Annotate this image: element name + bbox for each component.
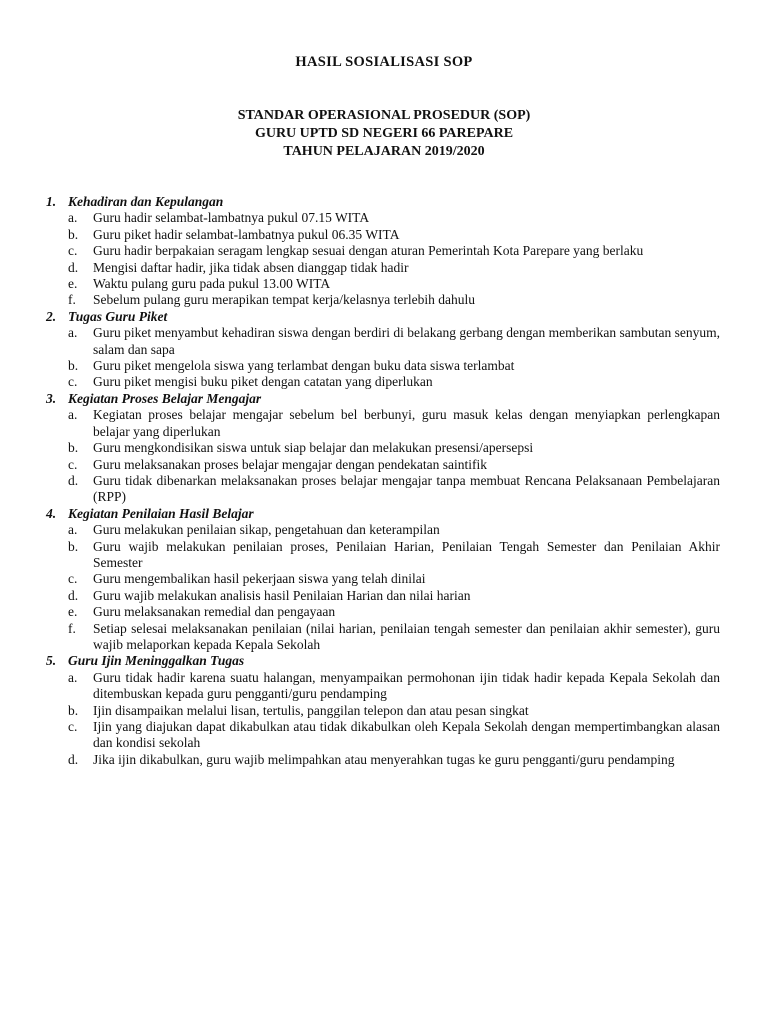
- item-letter: c.: [68, 719, 78, 734]
- item-text: Guru melaksanakan remedial dan pengayaan: [93, 604, 336, 620]
- item-letter: b.: [68, 226, 79, 242]
- section-number: 1.: [46, 194, 57, 209]
- document-subtitle-block: [0, 107, 768, 161]
- item-letter: a.: [68, 210, 78, 226]
- section-heading: [46, 309, 720, 325]
- list-item: [46, 374, 720, 390]
- document-title: HASIL SOSIALISASI SOP: [295, 54, 473, 70]
- item-letter: d.: [68, 259, 79, 275]
- item-letter: c.: [68, 374, 78, 390]
- list-item: [46, 325, 720, 358]
- item-letter: b.: [68, 538, 79, 554]
- section-title: Guru Ijin Meninggalkan Tugas: [68, 653, 245, 669]
- section-title: Kegiatan Proses Belajar Mengajar: [68, 390, 262, 406]
- list-item: [46, 522, 720, 538]
- item-text: Ijin disampaikan melalui lisan, tertulis, panggilan telepon dan atau pesan singkat: [93, 702, 529, 718]
- list-item: [46, 227, 720, 243]
- section-heading: [46, 653, 720, 669]
- subtitle-line: GURU UPTD SD NEGERI 66 PAREPARE: [254, 126, 514, 141]
- item-letter: a.: [68, 669, 78, 685]
- item-letter: a.: [68, 325, 78, 341]
- item-letter: b.: [68, 358, 79, 374]
- section-heading: [46, 506, 720, 522]
- item-letter: f.: [68, 620, 76, 636]
- list-item: [46, 473, 720, 506]
- item-letter: d.: [68, 472, 79, 488]
- item-text: Guru tidak dibenarkan melaksanakan proses belajar mengajar tanpa membuat Rencana Pelaksanaan Pembelajaran (RPP): [93, 472, 720, 505]
- list-item: [46, 440, 720, 456]
- item-text: Guru mengkondisikan siswa untuk siap belajar dan melakukan presensi/apersepsi: [93, 440, 534, 456]
- item-text: Guru piket mengelola siswa yang terlambat dengan buku data siswa terlambat: [93, 358, 515, 374]
- list-item: [46, 276, 720, 292]
- section-title: Kehadiran dan Kepulangan: [68, 194, 224, 209]
- list-item: [46, 719, 720, 752]
- item-text: Guru melaksanakan proses belajar mengajar dengan pendekatan saintifik: [93, 456, 487, 472]
- item-text: Kegiatan proses belajar mengajar sebelum bel berbunyi, guru masuk kelas dengan menyiapkan perlengkapan belajar yang diperlukan: [93, 407, 720, 439]
- item-text: Guru piket menyambut kehadiran siswa dengan berdiri di belakang gerbang dengan memberikan sambutan senyum, salam dan sapa: [93, 325, 720, 357]
- item-text: Guru hadir selambat-lambatnya pukul 07.15 WITA: [93, 210, 370, 226]
- item-letter: d.: [68, 587, 79, 603]
- item-letter: c.: [68, 456, 78, 472]
- item-text: Sebelum pulang guru merapikan tempat kerja/kelasnya terlebih dahulu: [93, 292, 476, 308]
- section-heading: [46, 391, 720, 407]
- item-text: Guru wajib melakukan penilaian proses, Penilaian Harian, Penilaian Tengah Semester dan Penilaian Akhir Semester: [93, 538, 720, 570]
- list-item: [46, 621, 720, 654]
- sop-list: [46, 194, 720, 768]
- item-letter: d.: [68, 751, 79, 767]
- item-text: Guru tidak hadir karena suatu halangan, menyampaikan permohonan ijin tidak hadir kepada Kepala Sekolah dan ditembuskan kepada guru pengganti/guru pendamping: [93, 669, 720, 702]
- list-item: [46, 407, 720, 440]
- section-number: 3.: [46, 390, 57, 406]
- item-letter: f.: [68, 292, 76, 308]
- section-heading: [46, 194, 720, 210]
- list-item: [46, 292, 720, 308]
- list-item: [46, 571, 720, 587]
- item-letter: e.: [68, 276, 78, 292]
- item-letter: a.: [68, 407, 78, 423]
- list-item: [46, 260, 720, 276]
- list-item: [46, 358, 720, 374]
- list-item: [46, 703, 720, 719]
- item-text: Guru piket hadir selambat-lambatnya pukul 06.35 WITA: [93, 226, 400, 242]
- item-letter: b.: [68, 702, 79, 718]
- subtitle-line: STANDAR OPERASIONAL PROSEDUR (SOP): [237, 108, 531, 123]
- section-title: Kegiatan Penilaian Hasil Belajar: [68, 505, 254, 521]
- subtitle-line: TAHUN PELAJARAN 2019/2020: [283, 144, 485, 159]
- section-number: 5.: [46, 653, 57, 669]
- item-letter: b.: [68, 440, 79, 456]
- section-title: Tugas Guru Piket: [68, 308, 168, 324]
- section-number: 2.: [46, 308, 57, 324]
- list-item: [46, 588, 720, 604]
- item-text: Ijin yang diajukan dapat dikabulkan atau tidak dikabulkan oleh Kepala Sekolah dengan mempertimbangkan alasan dan kondisi sekolah: [93, 719, 720, 751]
- list-item: [46, 604, 720, 620]
- section-number: 4.: [46, 505, 57, 521]
- list-item: [46, 457, 720, 473]
- item-text: Guru piket mengisi buku piket dengan catatan yang diperlukan: [93, 374, 433, 390]
- item-text: Guru hadir berpakaian seragam lengkap sesuai dengan aturan Pemerintah Kota Parepare yang berlaku: [93, 243, 644, 259]
- item-text: Guru wajib melakukan analisis hasil Penilaian Harian dan nilai harian: [93, 587, 471, 603]
- item-letter: a.: [68, 522, 78, 538]
- list-item: [46, 670, 720, 703]
- item-text: Guru melakukan penilaian sikap, pengetahuan dan keterampilan: [93, 522, 440, 538]
- list-item: [46, 210, 720, 226]
- list-item: [46, 243, 720, 259]
- list-item: [46, 539, 720, 572]
- item-letter: c.: [68, 571, 78, 587]
- item-letter: c.: [68, 243, 78, 259]
- item-text: Setiap selesai melaksanakan penilaian (nilai harian, penilaian tengah semester dan penilaian akhir semester), guru wajib melaporkan kepada Kepala Sekolah: [93, 620, 720, 652]
- item-text: Mengisi daftar hadir, jika tidak absen dianggap tidak hadir: [93, 259, 409, 275]
- item-text: Waktu pulang guru pada pukul 13.00 WITA: [93, 276, 331, 292]
- list-item: [46, 752, 720, 768]
- item-letter: e.: [68, 604, 78, 620]
- item-text: Guru mengembalikan hasil pekerjaan siswa yang telah dinilai: [93, 571, 426, 587]
- item-text: Jika ijin dikabulkan, guru wajib melimpahkan atau menyerahkan tugas ke guru pengganti/guru pendamping: [93, 751, 675, 767]
